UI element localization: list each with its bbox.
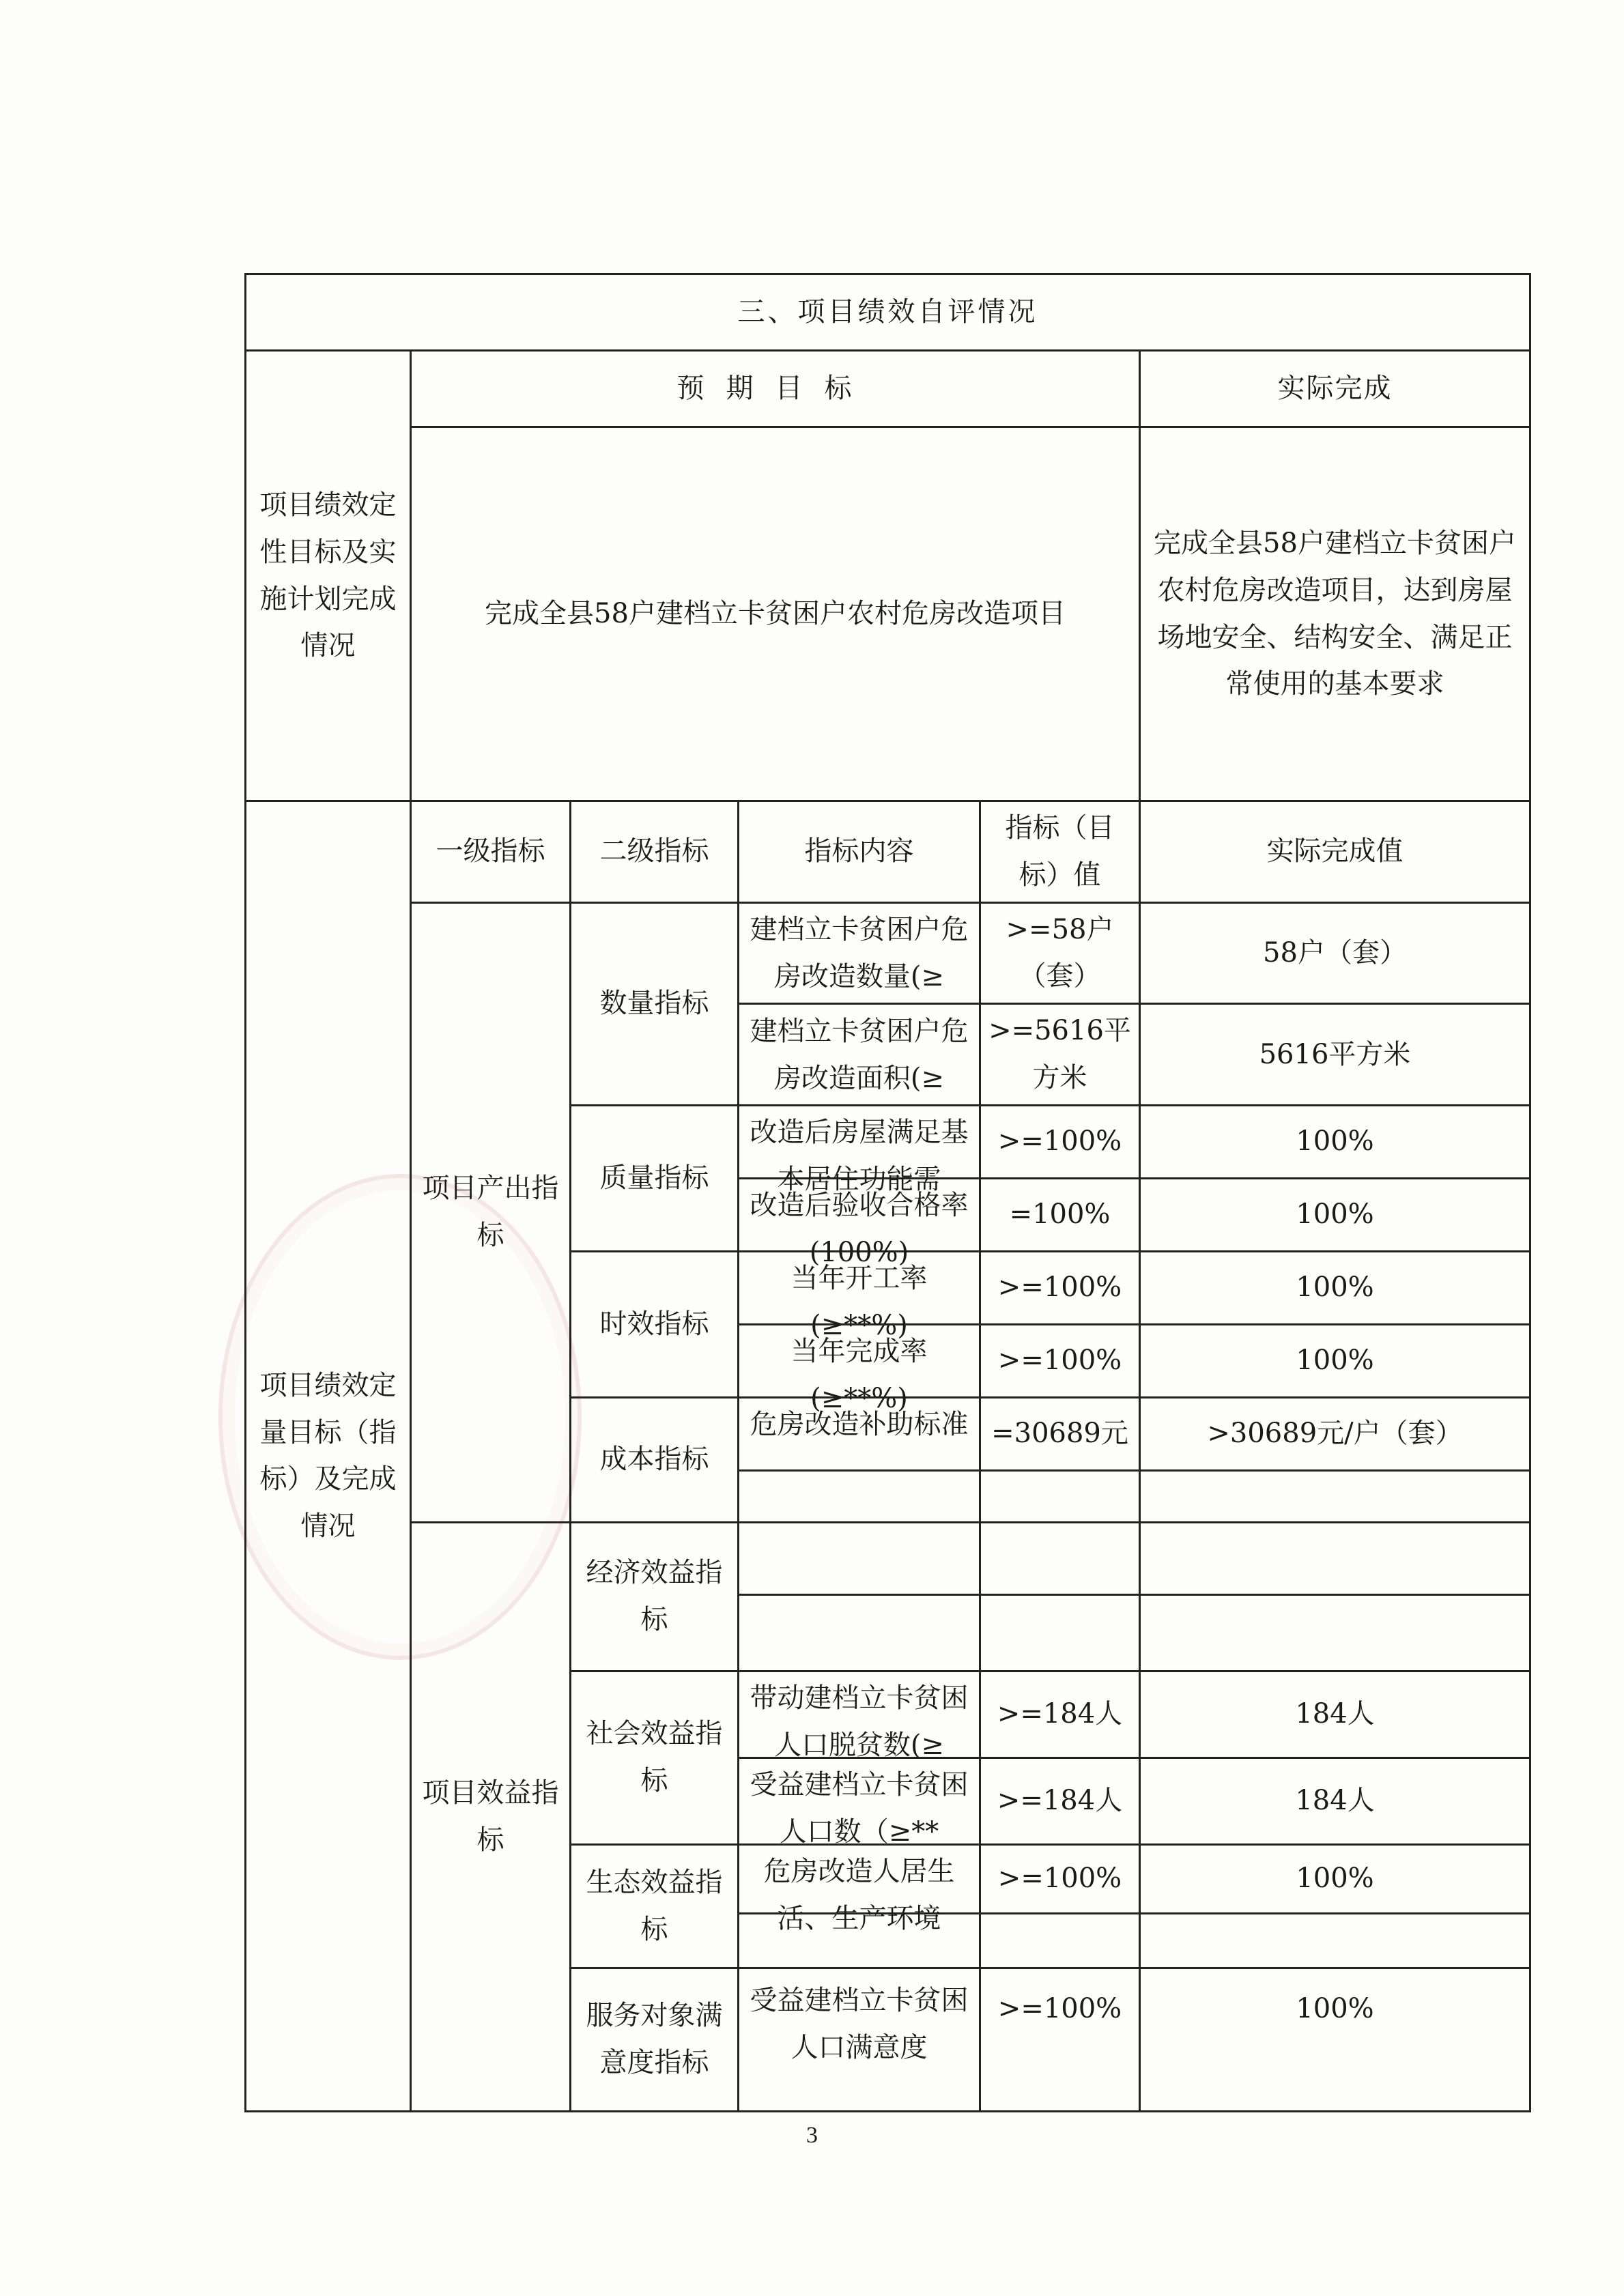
target-value: >=100% (980, 1105, 1140, 1178)
actual-value: 100% (1140, 1968, 1530, 2111)
target-value: >=100% (980, 1968, 1140, 2111)
expected-goal-header: 预期目标 (411, 351, 1140, 427)
indicator-content: 改造后验收合格率(100%) (750, 1189, 969, 1268)
actual-value: 100% (1140, 1105, 1530, 1178)
content-header: 指标内容 (739, 801, 980, 903)
actual-completion-text: 完成全县58户建档立卡贫困户农村危房改造项目，达到房屋场地安全、结构安全、满足正常使用的基本要求 (1140, 427, 1530, 801)
timeliness-indicator-label: 时效指标 (571, 1251, 739, 1397)
target-value: >=184人 (980, 1757, 1140, 1844)
indicator-content (739, 1594, 980, 1671)
indicator-content (739, 1522, 980, 1594)
actual-value: 184人 (1140, 1757, 1530, 1844)
ecological-indicator-label: 生态效益指标 (571, 1844, 739, 1968)
actual-value (1140, 1522, 1530, 1594)
indicator-content: 受益建档立卡贫困人口满意度 (750, 1984, 969, 2063)
quantitative-label: 项目绩效定量目标（指标）及完成情况 (246, 801, 411, 2112)
cost-indicator-label: 成本指标 (571, 1397, 739, 1522)
actual-value: 5616平方米 (1140, 1004, 1530, 1106)
indicator-content: 建档立卡贫困户危房改造面积(≥ (750, 1015, 969, 1094)
target-value: =100% (980, 1178, 1140, 1251)
qualitative-label: 项目绩效定性目标及实施计划完成情况 (246, 351, 411, 801)
actual-value (1140, 1594, 1530, 1671)
actual-value: 100% (1140, 1178, 1530, 1251)
target-value (980, 1470, 1140, 1522)
target-header: 指标（目标）值 (980, 801, 1140, 903)
benefit-indicator-label: 项目效益指标 (411, 1522, 571, 2111)
indicator-content: 危房改造补助标准 (750, 1408, 969, 1440)
indicator-content: 带动建档立卡贫困人口脱贫数(≥ (750, 1682, 969, 1761)
satisfaction-indicator-label: 服务对象满意度指标 (571, 1968, 739, 2111)
output-indicator-label: 项目产出指标 (411, 902, 571, 1522)
quantity-indicator-label: 数量指标 (571, 902, 739, 1105)
level1-header: 一级指标 (411, 801, 571, 903)
target-value: >=100% (980, 1844, 1140, 1913)
indicator-content: 当年开工率(≥**%) (790, 1262, 928, 1341)
indicator-content: 当年完成率(≥**%) (790, 1335, 928, 1414)
actual-value-header: 实际完成值 (1140, 801, 1530, 903)
expected-goal-text: 完成全县58户建档立卡贫困户农村危房改造项目 (411, 427, 1140, 801)
indicator-content (739, 1470, 980, 1522)
page-number: 3 (806, 2123, 818, 2148)
target-value (980, 1594, 1140, 1671)
quality-indicator-label: 质量指标 (571, 1105, 739, 1251)
indicator-content: 受益建档立卡贫困人口数（≥** (750, 1768, 969, 1848)
target-value (980, 1913, 1140, 1968)
social-indicator-label: 社会效益指标 (571, 1671, 739, 1844)
actual-value: 184人 (1140, 1671, 1530, 1757)
indicator-content: 危房改造人居生活、生产环境 (763, 1855, 955, 1934)
target-value: >=100% (980, 1324, 1140, 1397)
actual-completion-header: 实际完成 (1140, 351, 1530, 427)
actual-value: 100% (1140, 1251, 1530, 1324)
actual-value: 100% (1140, 1844, 1530, 1913)
actual-value: >30689元/户（套） (1140, 1397, 1530, 1470)
economic-indicator-label: 经济效益指标 (571, 1522, 739, 1671)
target-value: >=58户（套） (980, 902, 1140, 1004)
actual-value: 58户（套） (1140, 902, 1530, 1004)
level2-header: 二级指标 (571, 801, 739, 903)
actual-value (1140, 1913, 1530, 1968)
target-value (980, 1522, 1140, 1594)
indicator-content: 建档立卡贫困户危房改造数量(≥ (750, 914, 969, 993)
target-value: >=184人 (980, 1671, 1140, 1757)
target-value: >=5616平方米 (980, 1004, 1140, 1106)
actual-value: 100% (1140, 1324, 1530, 1397)
target-value: >=100% (980, 1251, 1140, 1324)
indicator-content: 改造后房屋满足基本居住功能需 (750, 1116, 969, 1195)
performance-evaluation-table (244, 273, 1531, 2112)
actual-value (1140, 1470, 1530, 1522)
target-value: =30689元 (980, 1397, 1140, 1470)
section-title: 三、项目绩效自评情况 (246, 274, 1530, 351)
